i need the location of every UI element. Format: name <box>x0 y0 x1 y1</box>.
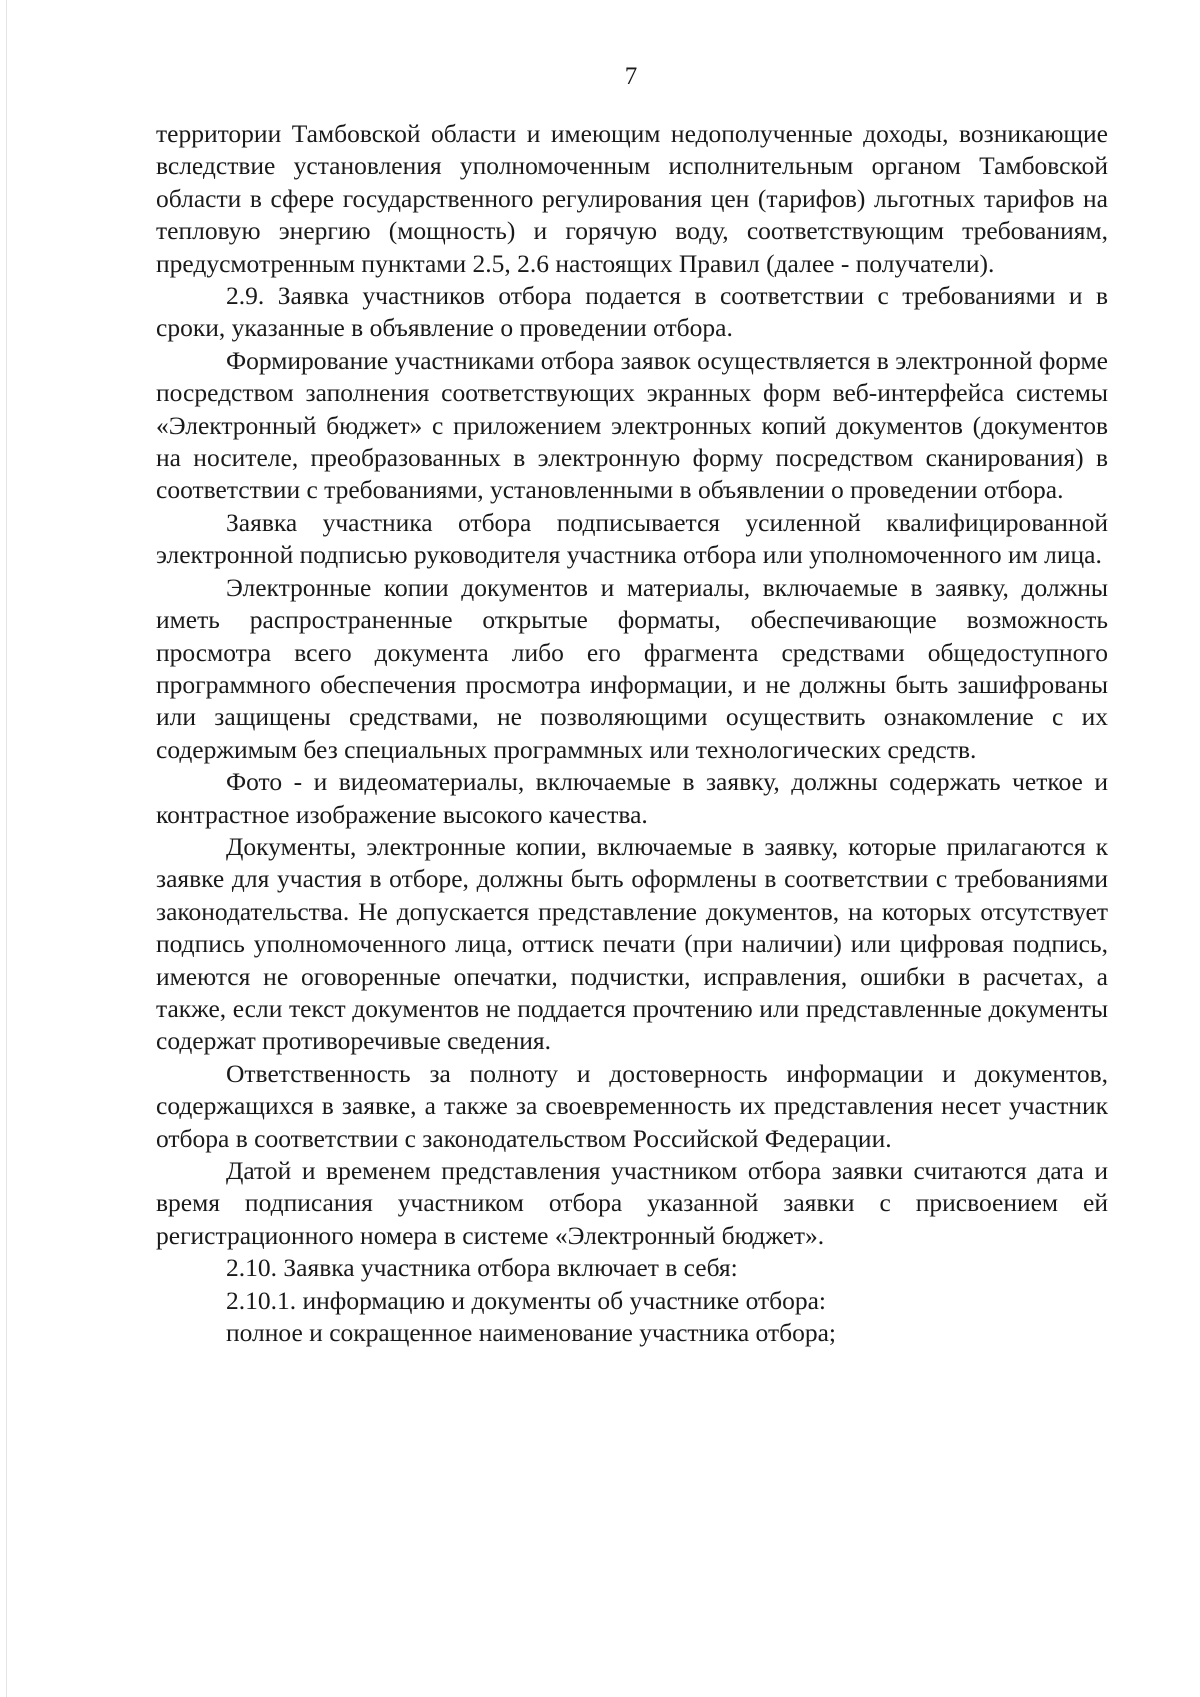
paragraph-2-9: 2.9. Заявка участников отбора подается в соответствии с требованиями и в сроки, указанные в объявление о проведении отбора. <box>156 281 1108 343</box>
paragraph-continuation: территории Тамбовской области и имеющим недополученные доходы, возникающие вследствие установления уполномоченным исполнительным органом Тамбовской области в сфере государственного регулирования цен (тарифов) льготных тарифов на тепловую энергию (мощность) и горячую воду, соответствующим требованиям, предусмотренным пунктами 2.5, 2.6 настоящих Правил (далее - получатели). <box>156 119 1108 278</box>
paragraph-submission-date: Датой и временем представления участником отбора заявки считаются дата и время подписания участником отбора указанной заявки с присвоением ей регистрационного номера в системе «Электронный бюджет». <box>156 1156 1108 1250</box>
page-number: 7 <box>624 63 638 90</box>
paragraph-photo-video: Фото - и видеоматериалы, включаемые в заявку, должны содержать четкое и контрастное изображение высокого качества. <box>156 767 1108 829</box>
paragraph-electronic-copies: Электронные копии документов и материалы, включаемые в заявку, должны иметь распространенные открытые форматы, обеспечивающие возможность просмотра всего документа либо его фрагмента средствами общедоступного программного обеспечения просмотра информации, и не должны быть зашифрованы или защищены средствами, не позволяющими осуществить ознакомление с их содержимым без специальных программных или технологических средств. <box>156 572 1108 764</box>
paragraph-documents-requirements: Документы, электронные копии, включаемые в заявку, которые прилагаются к заявке для участия в отборе, должны быть оформлены в соответствии с требованиями законодательства. Не допускается представление документов, на которых отсутствует подпись уполномоченного лица, оттиск печати (при наличии) или цифровая подпись, имеются не оговоренные опечатки, подчистки, исправления, ошибки в расчетах, а также, если текст документов не поддается прочтению или представленные документы содержат противоречивые сведения. <box>156 831 1108 1056</box>
paragraph-application-forming: Формирование участниками отбора заявок осуществляется в электронной форме посредством заполнения соответствующих экранных форм веб-интерфейса системы «Электронный бюджет» с приложением электронных копий документов (документов на носителе, преобразованных в электронную форму посредством сканирования) в соответствии с требованиями, установленными в объявлении о проведении отбора. <box>156 345 1108 505</box>
paragraph-responsibility: Ответственность за полноту и достоверность информации и документов, содержащихся в заявке, а также за своевременность их представления несет участник отбора в соответствии с законодательством Российской Федерации. <box>156 1058 1108 1153</box>
paragraph-application-signing: Заявка участника отбора подписывается усиленной квалифицированной электронной подписью руководителя участника отбора или уполномоченного им лица. <box>156 507 1108 570</box>
scan-edge <box>6 0 7 1697</box>
paragraph-full-name: полное и сокращенное наименование участника отбора; <box>226 1318 836 1348</box>
paragraph-2-10-1: 2.10.1. информацию и документы об участнике отбора: <box>226 1285 826 1315</box>
paragraph-2-10: 2.10. Заявка участника отбора включает в себя: <box>226 1253 738 1283</box>
document-body <box>156 118 1108 1349</box>
